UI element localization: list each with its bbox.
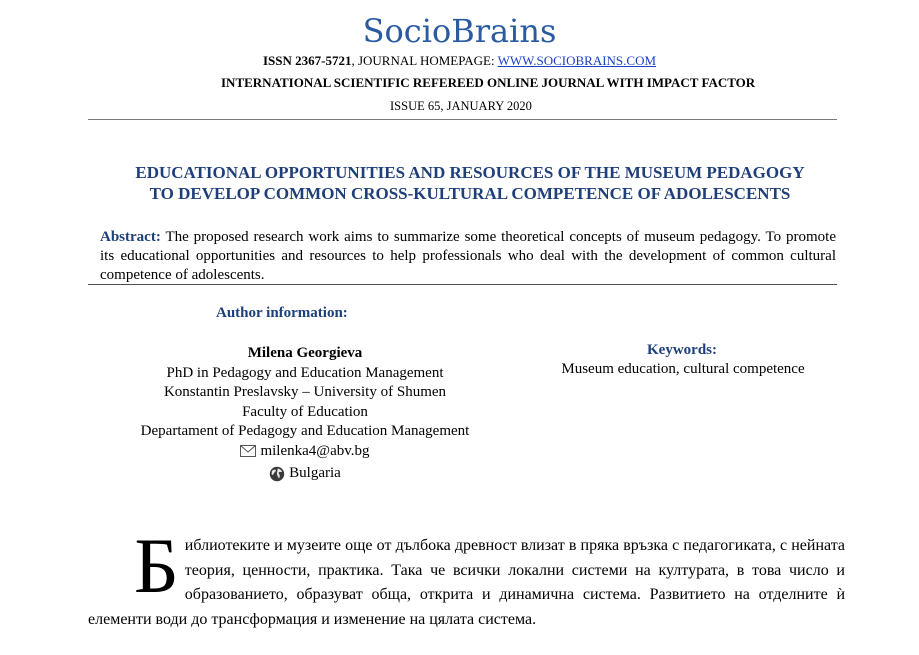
author-email[interactable]: milenka4@abv.bg xyxy=(260,442,370,459)
abstract-divider xyxy=(88,284,837,285)
author-faculty: Faculty of Education xyxy=(242,403,368,420)
author-degree: PhD in Pedagogy and Education Management xyxy=(166,364,444,381)
homepage-link[interactable]: WWW.SOCIOBRAINS.COM xyxy=(497,53,657,68)
title-line-1: EDUCATIONAL OPPORTUNITIES AND RESOURCES OF THE MUSEUM PEDAGOGY xyxy=(135,163,805,182)
country-row xyxy=(269,464,341,484)
abstract-text: The proposed research work aims to summarize some theoretical concepts of museum pedagogy. To promote its educational opportunities and resources to help professionals who deal with the development of common cultural competence of adolescents. xyxy=(100,229,836,283)
author-block xyxy=(110,344,500,488)
issn-homepage-line xyxy=(0,53,919,69)
envelope-icon xyxy=(240,445,256,457)
issn: ISSN 2367-5721 xyxy=(262,53,352,68)
author-university: Konstantin Preslavsky – University of Shumen xyxy=(163,384,447,400)
globe-icon xyxy=(269,466,285,482)
title-line-2: TO DEVELOP COMMON CROSS-KULTURAL COMPETENCE OF ADOLESCENTS xyxy=(149,184,791,203)
issue-info: ISSUE 65, JANUARY 2020 xyxy=(390,99,532,113)
keywords-value: Museum education, cultural competence xyxy=(561,361,805,377)
author-heading: Author information: xyxy=(216,305,348,321)
abstract xyxy=(100,228,836,285)
header-divider xyxy=(88,119,837,120)
body-paragraph xyxy=(88,522,845,632)
drop-cap: Б xyxy=(134,522,179,609)
abstract-label: Abstract: xyxy=(100,229,161,245)
homepage-label: , JOURNAL HOMEPAGE: xyxy=(351,53,498,68)
author-country: Bulgaria xyxy=(289,464,341,481)
body-text: иблиотеките и музеите още от дълбока древност влизат в пряка връзка с педагогиката, с нейната теория, ценности, практика. Така че всички локални системи на културата, в това число и образованието, образуват обща, открита и динамична система. Развитието на отделните ѝ елементи води до трансформация и изменение на цялата система. xyxy=(88,537,845,628)
keywords-heading: Keywords: xyxy=(647,342,717,358)
author-department: Departament of Pedagogy and Education Management xyxy=(140,423,470,439)
journal-description: INTERNATIONAL SCIENTIFIC REFEREED ONLINE JOURNAL WITH IMPACT FACTOR xyxy=(221,75,756,90)
article-title xyxy=(70,162,870,204)
author-name: Milena Georgieva xyxy=(247,345,363,361)
journal-logo: SocioBrains xyxy=(362,12,557,50)
email-row xyxy=(240,442,369,462)
